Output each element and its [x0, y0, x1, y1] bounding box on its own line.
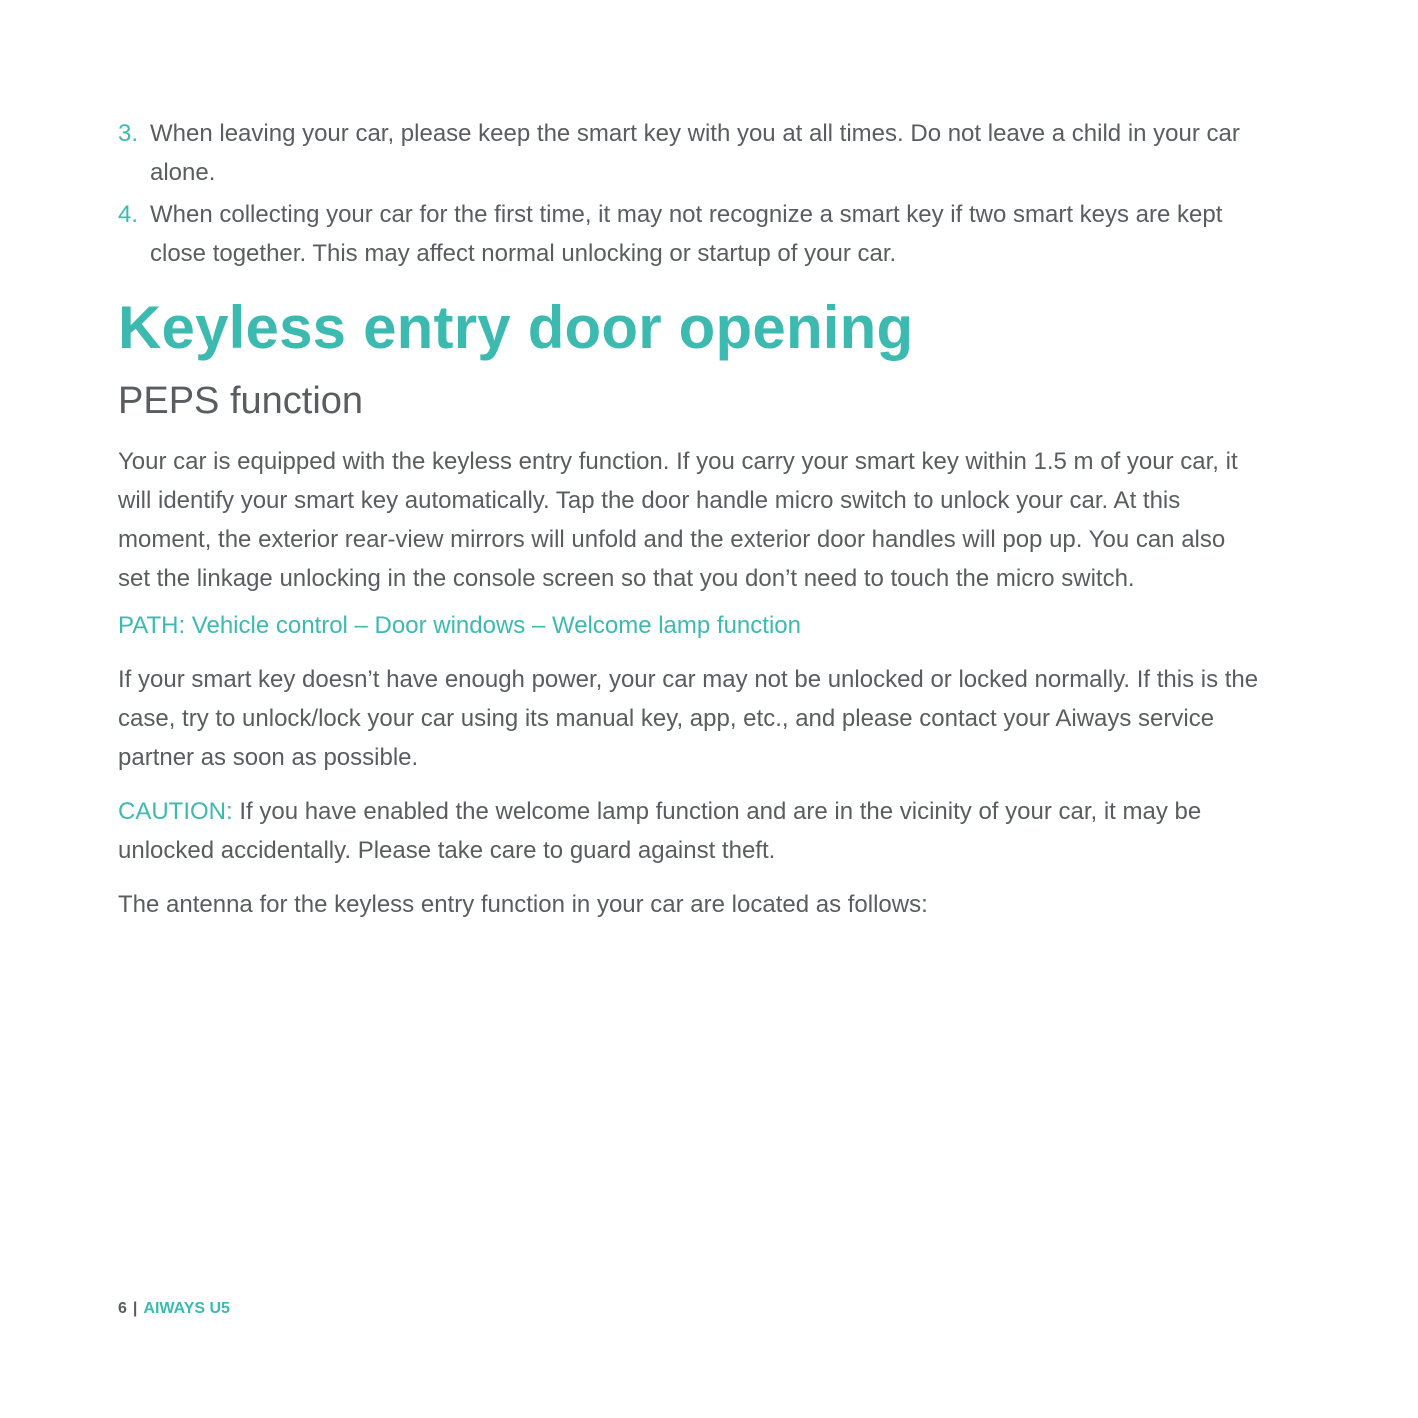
- section-title: Keyless entry door opening: [118, 294, 914, 361]
- numbered-list: [118, 114, 1263, 273]
- footer-separator: |: [132, 1300, 138, 1317]
- caution-text: If you have enabled the welcome lamp function and are in the vicinity of your car, it may be unlocked accidentally. Please take care to guard against theft.: [118, 798, 1202, 864]
- page-content: [118, 114, 1263, 924]
- list-item: [118, 114, 1263, 192]
- power-note-paragraph: If your smart key doesn’t have enough power, your car may not be unlocked or locked normally. If this is the case, try to unlock/lock your car using its manual key, app, etc., and please contact your Aiways service partner as soon as possible.: [118, 666, 1259, 771]
- list-item-text: When collecting your car for the first time, it may not recognize a smart key if two smart keys are kept close together. This may affect normal unlocking or startup of your car.: [150, 201, 1223, 267]
- antenna-paragraph: The antenna for the keyless entry function in your car are located as follows:: [118, 891, 928, 918]
- list-item-text: When leaving your car, please keep the smart key with you at all times. Do not leave a child in your car alone.: [150, 120, 1240, 186]
- intro-paragraph: Your car is equipped with the keyless entry function. If you carry your smart key within 1.5 m of your car, it will identify your smart key automatically. Tap the door handle micro switch to unlock your car. At this moment, the exterior rear-view mirrors will unfold and the exterior door handles will pop up. You can also set the linkage unlocking in the console screen so that you don’t need to touch the micro switch.: [118, 448, 1238, 592]
- menu-path: PATH: Vehicle control – Door windows – Welcome lamp function: [118, 612, 801, 639]
- list-item-number: 3.: [118, 120, 139, 147]
- section-subtitle: PEPS function: [118, 380, 364, 422]
- caution-paragraph: [118, 792, 1263, 870]
- list-item: [118, 195, 1263, 273]
- list-item-number: 4.: [118, 201, 139, 228]
- page-footer: [118, 1298, 230, 1320]
- footer-brand: AIWAYS U5: [143, 1300, 230, 1317]
- page-number: 6: [118, 1300, 127, 1317]
- caution-label: CAUTION:: [118, 798, 233, 825]
